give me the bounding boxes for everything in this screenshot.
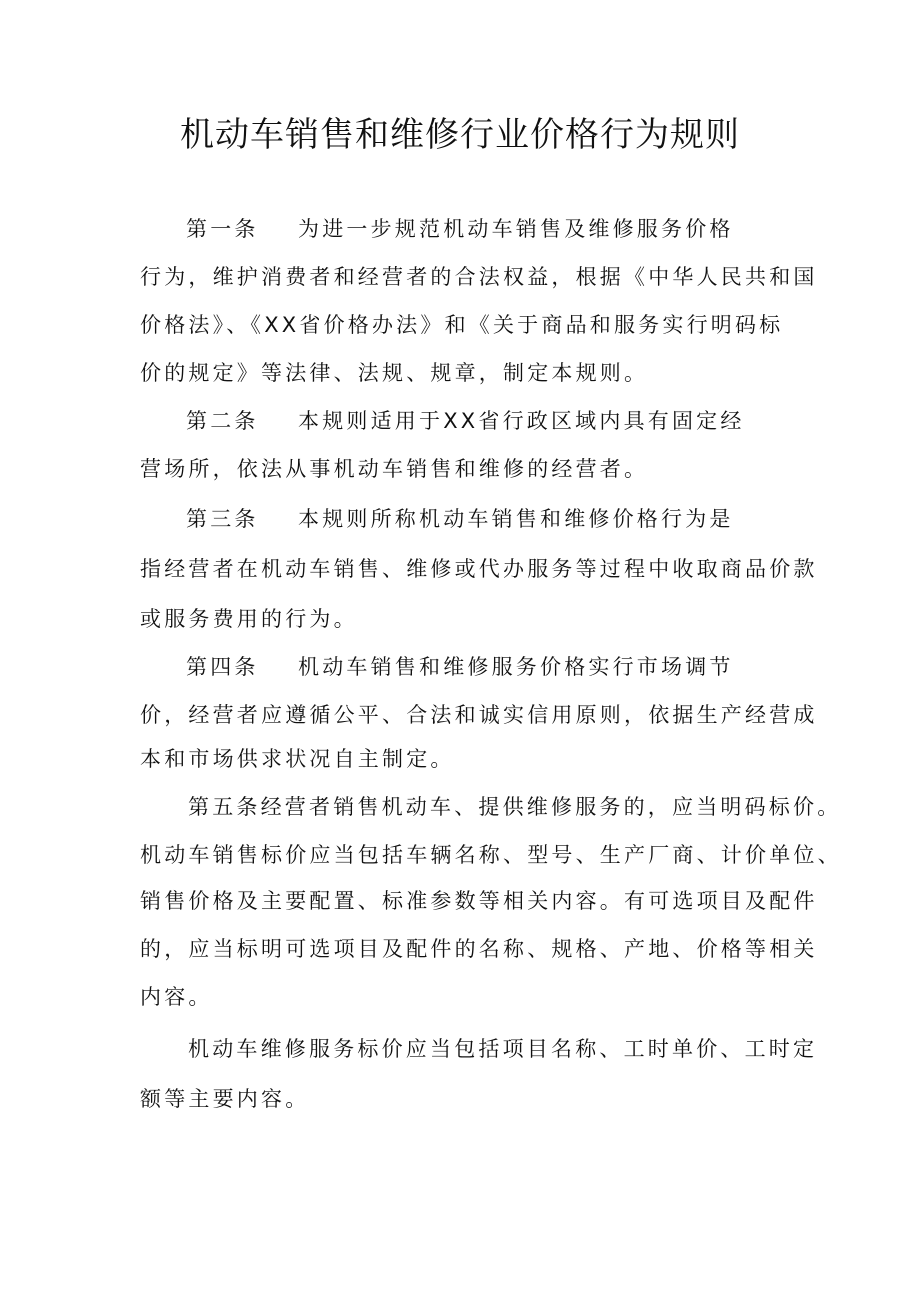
article-3-label: 第三条	[186, 507, 259, 531]
article-1-text-line-2: 行为，维护消费者和经营者的合法权益，根据《中华人民共和国	[140, 265, 818, 289]
article-5-text-line-3: 销售价格及主要配置、标准参数等相关内容。有可选项目及配件	[140, 889, 818, 913]
article-2-text-line-1: 本规则适用于XX省行政区域内具有固定经	[298, 409, 745, 433]
article-5-text-line-5: 内容。	[140, 985, 213, 1009]
article-1-first-line	[186, 214, 734, 244]
article-5-text-line-4: 的，应当标明可选项目及配件的名称、规格、产地、价格等相关	[140, 937, 818, 961]
article-2-label: 第二条	[186, 409, 259, 433]
article-1-text-line-3: 价格法》、《XX省价格办法》和《关于商品和服务实行明码标	[140, 313, 784, 337]
article-4-text-line-3: 本和市场供求状况自主制定。	[140, 747, 455, 771]
article-5-paragraph-2-line-1: 机动车维修服务标价应当包括项目名称、工时单价、工时定	[188, 1037, 818, 1061]
article-4-first-line	[186, 652, 734, 682]
article-3-text-line-3: 或服务费用的行为。	[140, 607, 358, 631]
article-3-first-line	[186, 504, 734, 534]
article-5-text-line-2: 机动车销售标价应当包括车辆名称、型号、生产厂商、计价单位、	[140, 843, 842, 867]
article-5-text-line-1: 第五条经营者销售机动车、提供维修服务的，应当明码标价。	[188, 795, 842, 819]
article-4-label: 第四条	[186, 655, 259, 679]
article-5-paragraph-2-line-2: 额等主要内容。	[140, 1087, 310, 1111]
article-4-text-line-2: 价，经营者应遵循公平、合法和诚实信用原则，依据生产经营成	[140, 703, 818, 727]
article-1-text-line-4: 价的规定》等法律、法规、规章，制定本规则。	[140, 361, 649, 385]
article-1-label: 第一条	[186, 217, 259, 241]
article-1-text-line-1: 为进一步规范机动车销售及维修服务价格	[298, 217, 734, 241]
article-3-text-line-1: 本规则所称机动车销售和维修价格行为是	[298, 507, 734, 531]
article-2-first-line	[186, 406, 745, 436]
document-title: 机动车销售和维修行业价格行为规则	[180, 115, 740, 155]
article-3-text-line-2: 指经营者在机动车销售、维修或代办服务等过程中收取商品价款	[140, 557, 818, 581]
article-2-text-line-2: 营场所，依法从事机动车销售和维修的经营者。	[140, 457, 649, 481]
article-4-text-line-1: 机动车销售和维修服务价格实行市场调节	[298, 655, 734, 679]
